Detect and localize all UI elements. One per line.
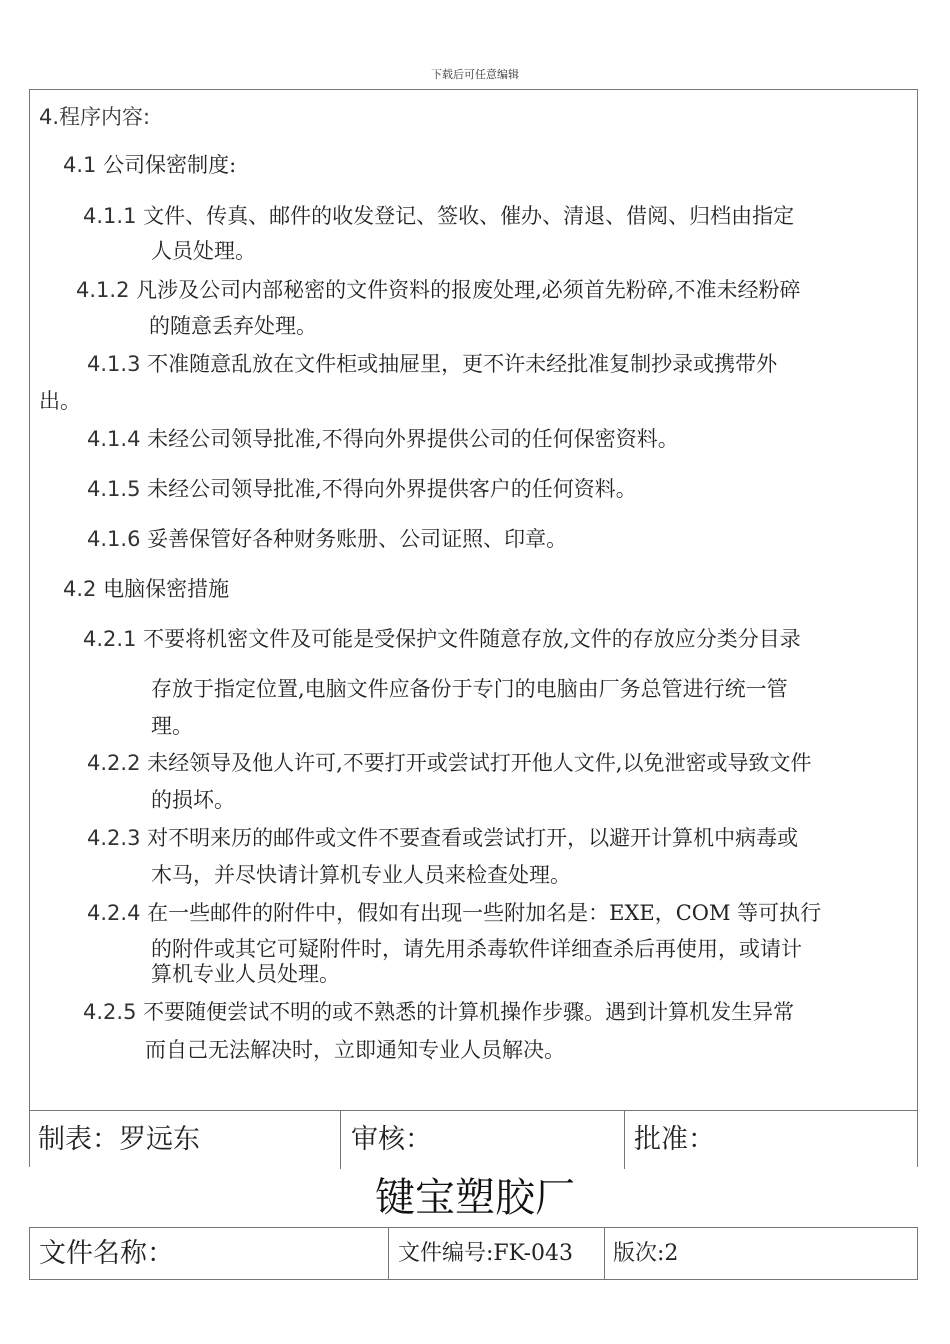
section-4-1-heading: 4.1 公司保密制度: <box>63 153 237 177</box>
item-4-2-1-cont-1: 存放于指定位置,电脑文件应备份于专门的电脑由厂务总管进行统一管 <box>151 677 788 701</box>
item-4-2-4: 4.2.4 在一些邮件的附件中，假如有出现一些附加名是：EXE，COM 等可执行 <box>87 901 822 925</box>
column-divider <box>340 1111 341 1169</box>
item-4-2-3: 4.2.3 对不明来历的邮件或文件不要查看或尝试打开，以避开计算机中病毒或 <box>87 826 799 850</box>
document-info-table <box>29 1227 918 1280</box>
item-4-2-4-cont-2: 算机专业人员处理。 <box>151 962 340 986</box>
factory-name: 键宝塑胶厂 <box>375 1175 575 1221</box>
item-4-2-1-cont-2: 理。 <box>151 714 193 738</box>
column-divider <box>388 1228 389 1279</box>
item-4-1-3-cont: 出。 <box>39 389 81 413</box>
document-name-label: 文件名称： <box>39 1238 174 1269</box>
item-4-2-3-cont: 木马，并尽快请计算机专业人员来检查处理。 <box>151 863 571 887</box>
item-4-2-1: 4.2.1 不要将机密文件及可能是受保护文件随意存放,文件的存放应分类分目录 <box>83 627 801 651</box>
item-4-2-2: 4.2.2 未经领导及他人许可,不要打开或尝试打开他人文件,以免泄密或导致文件 <box>87 751 812 775</box>
item-4-1-3: 4.1.3 不准随意乱放在文件柜或抽屉里，更不许未经批准复制抄录或携带外 <box>87 352 778 376</box>
item-4-1-4: 4.1.4 未经公司领导批准,不得向外界提供公司的任何保密资料。 <box>87 427 679 451</box>
column-divider <box>624 1111 625 1169</box>
section-4-heading <box>39 102 150 132</box>
item-4-1-2: 4.1.2 凡涉及公司内部秘密的文件资料的报废处理,必须首先粉碎,不准未经粉碎 <box>76 278 801 302</box>
item-4-1-1-cont: 人员处理。 <box>151 239 256 263</box>
item-4-2-2-cont: 的损坏。 <box>151 788 235 812</box>
section-4-title: 4.程序内容: <box>39 105 151 129</box>
header-note: 下载后可任意编辑 <box>431 68 519 81</box>
approved-by: 批准： <box>634 1124 715 1155</box>
item-4-1-6: 4.1.6 妥善保管好各种财务账册、公司证照、印章。 <box>87 527 568 551</box>
item-4-1-2-cont: 的随意丢弃处理。 <box>149 314 317 338</box>
document-version: 版次:2 <box>613 1241 679 1266</box>
item-4-2-5: 4.2.5 不要随便尝试不明的或不熟悉的计算机操作步骤。遇到计算机发生异常 <box>83 1000 795 1024</box>
item-4-2-4-cont-1: 的附件或其它可疑附件时，请先用杀毒软件详细查杀后再使用，或请计 <box>151 937 802 961</box>
section-4-2-heading: 4.2 电脑保密措施 <box>63 577 230 601</box>
item-4-1-5: 4.1.5 未经公司领导批准,不得向外界提供客户的任何资料。 <box>87 477 637 501</box>
prepared-by: 制表：罗远东 <box>38 1124 200 1155</box>
item-4-2-5-cont: 而自己无法解决时，立即通知专业人员解决。 <box>145 1038 565 1062</box>
column-divider <box>604 1228 605 1279</box>
procedure-content-box <box>29 89 918 1167</box>
signature-row <box>29 1110 918 1168</box>
document-number: 文件编号:FK-043 <box>398 1241 573 1266</box>
reviewed-by: 审核： <box>351 1124 432 1155</box>
item-4-1-1: 4.1.1 文件、传真、邮件的收发登记、签收、催办、清退、借阅、归档由指定 <box>83 204 795 228</box>
